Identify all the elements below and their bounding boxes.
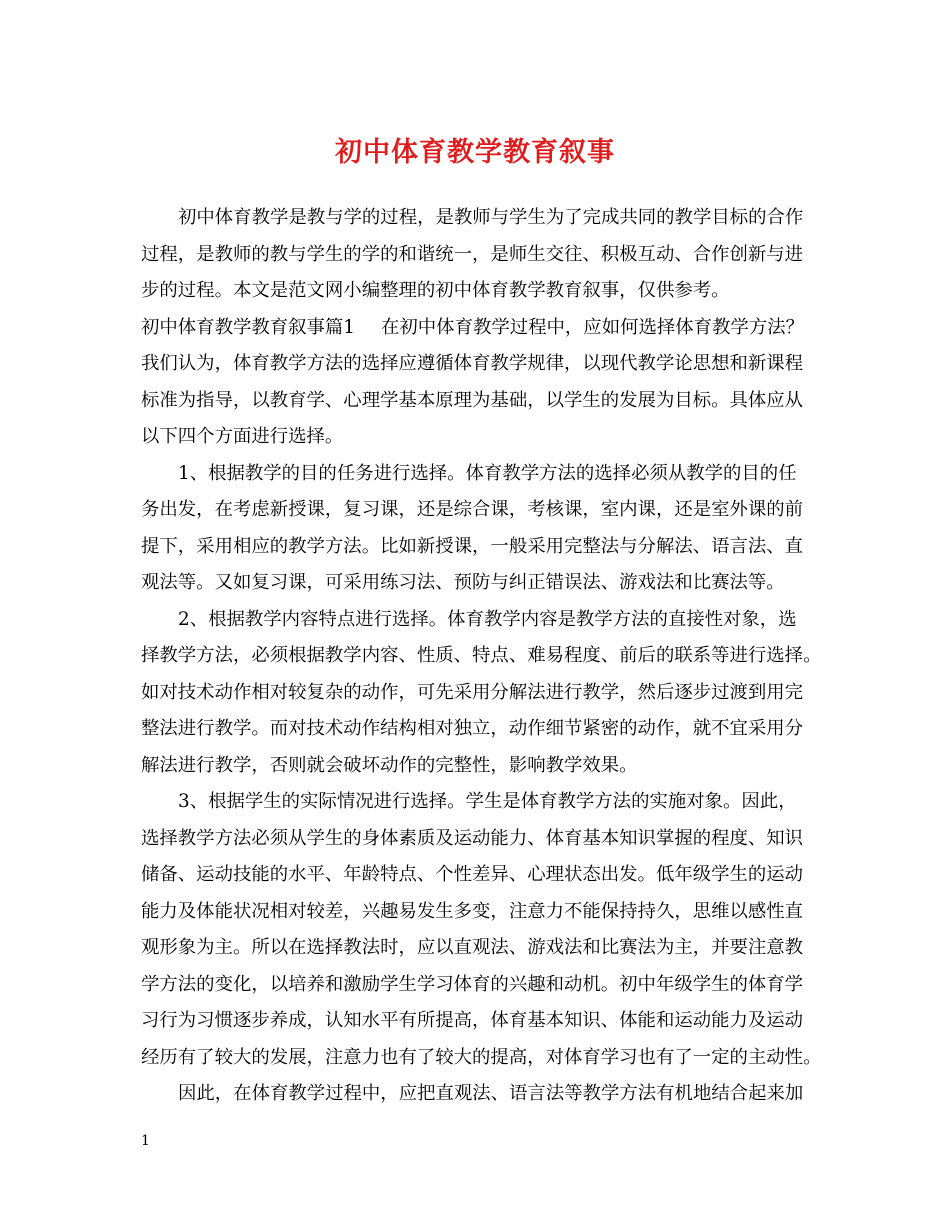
text-line: 提下，采用相应的教学方法。比如新授课，一般采用完整法与分解法、语言法、直 <box>141 535 804 557</box>
text-line: 学方法的变化，以培养和激励学生学习体育的兴趣和动机。初中年级学生的体育学 <box>141 973 804 995</box>
text-line: 2、根据教学内容特点进行选择。体育教学内容是教学方法的直接性对象，选 <box>178 608 797 630</box>
text-line: 步的过程。本文是范文网小编整理的初中体育教学教育叙事，仅供参考。 <box>141 280 730 301</box>
section-heading: 初中体育教学教育叙事篇1 <box>141 316 355 338</box>
text-line: 1、根据教学的目的任务进行选择。体育教学方法的选择必须从教学的目的任 <box>178 462 797 484</box>
text-segment: 在初中体育教学过程中，应如何选择体育教学方法？ <box>381 316 804 338</box>
text-line: 以下四个方面进行选择。 <box>141 426 344 447</box>
text-line: 因此，在体育教学过程中，应把直观法、语言法等教学方法有机地结合起来加 <box>178 1083 804 1104</box>
text-line: 习行为习惯逐步养成，认知水平有所提高，体育基本知识、体能和运动能力及运动 <box>141 1010 804 1031</box>
text-line: 解法进行教学，否则就会破坏动作的完整性，影响教学效果。 <box>141 754 638 776</box>
text-line: 经历有了较大的发展，注意力也有了较大的提高，对体育学习也有了一定的主动性。 <box>141 1046 822 1068</box>
text-line: 观法等。又如复习课，可采用练习法、预防与纠正错误法、游戏法和比赛法等。 <box>141 572 785 593</box>
text-line: 储备、运动技能的水平、年龄特点、个性差异、心理状态出发。低年级学生的运动 <box>141 864 804 885</box>
text-line: 我们认为，体育教学方法的选择应遵循体育教学规律，以现代教学论思想和新课程 <box>141 353 804 374</box>
text-line: 能力及体能状况相对较差，兴趣易发生多变，注意力不能保持持久，思维以感性直 <box>141 900 804 922</box>
document-body <box>141 200 831 1113</box>
text-line: 务出发，在考虑新授课，复习课，还是综合课，考核课，室内课，还是室外课的前 <box>141 499 804 520</box>
text-line: 整法进行教学。而对技术动作结构相对独立，动作细节紧密的动作，就不宜采用分 <box>141 718 804 739</box>
section-heading-line <box>141 310 831 347</box>
document-title: 初中体育教学教育叙事 <box>335 137 615 168</box>
text-line: 选择教学方法必须从学生的身体素质及运动能力、体育基本知识掌握的程度、知识 <box>141 827 804 849</box>
text-line: 择教学方法，必须根据教学内容、性质、特点、难易程度、前后的联系等进行选择。 <box>141 645 822 666</box>
text-line: 初中体育教学是教与学的过程，是教师与学生为了完成共同的教学目标的合作 <box>178 207 804 228</box>
page-number: 1 <box>141 1133 150 1149</box>
text-line: 标准为指导，以教育学、心理学基本原理为基础，以学生的发展为目标。具体应从 <box>141 389 804 411</box>
text-line: 过程，是教师的教与学生的学的和谐统一，是师生交往、积极互动、合作创新与进 <box>141 243 804 265</box>
text-line: 如对技术动作相对较复杂的动作，可先采用分解法进行教学，然后逐步过渡到用完 <box>141 681 804 703</box>
text-line: 观形象为主。所以在选择教法时，应以直观法、游戏法和比赛法为主，并要注意教 <box>141 937 804 958</box>
text-line: 3、根据学生的实际情况进行选择。学生是体育教学方法的实施对象。因此， <box>178 791 797 812</box>
